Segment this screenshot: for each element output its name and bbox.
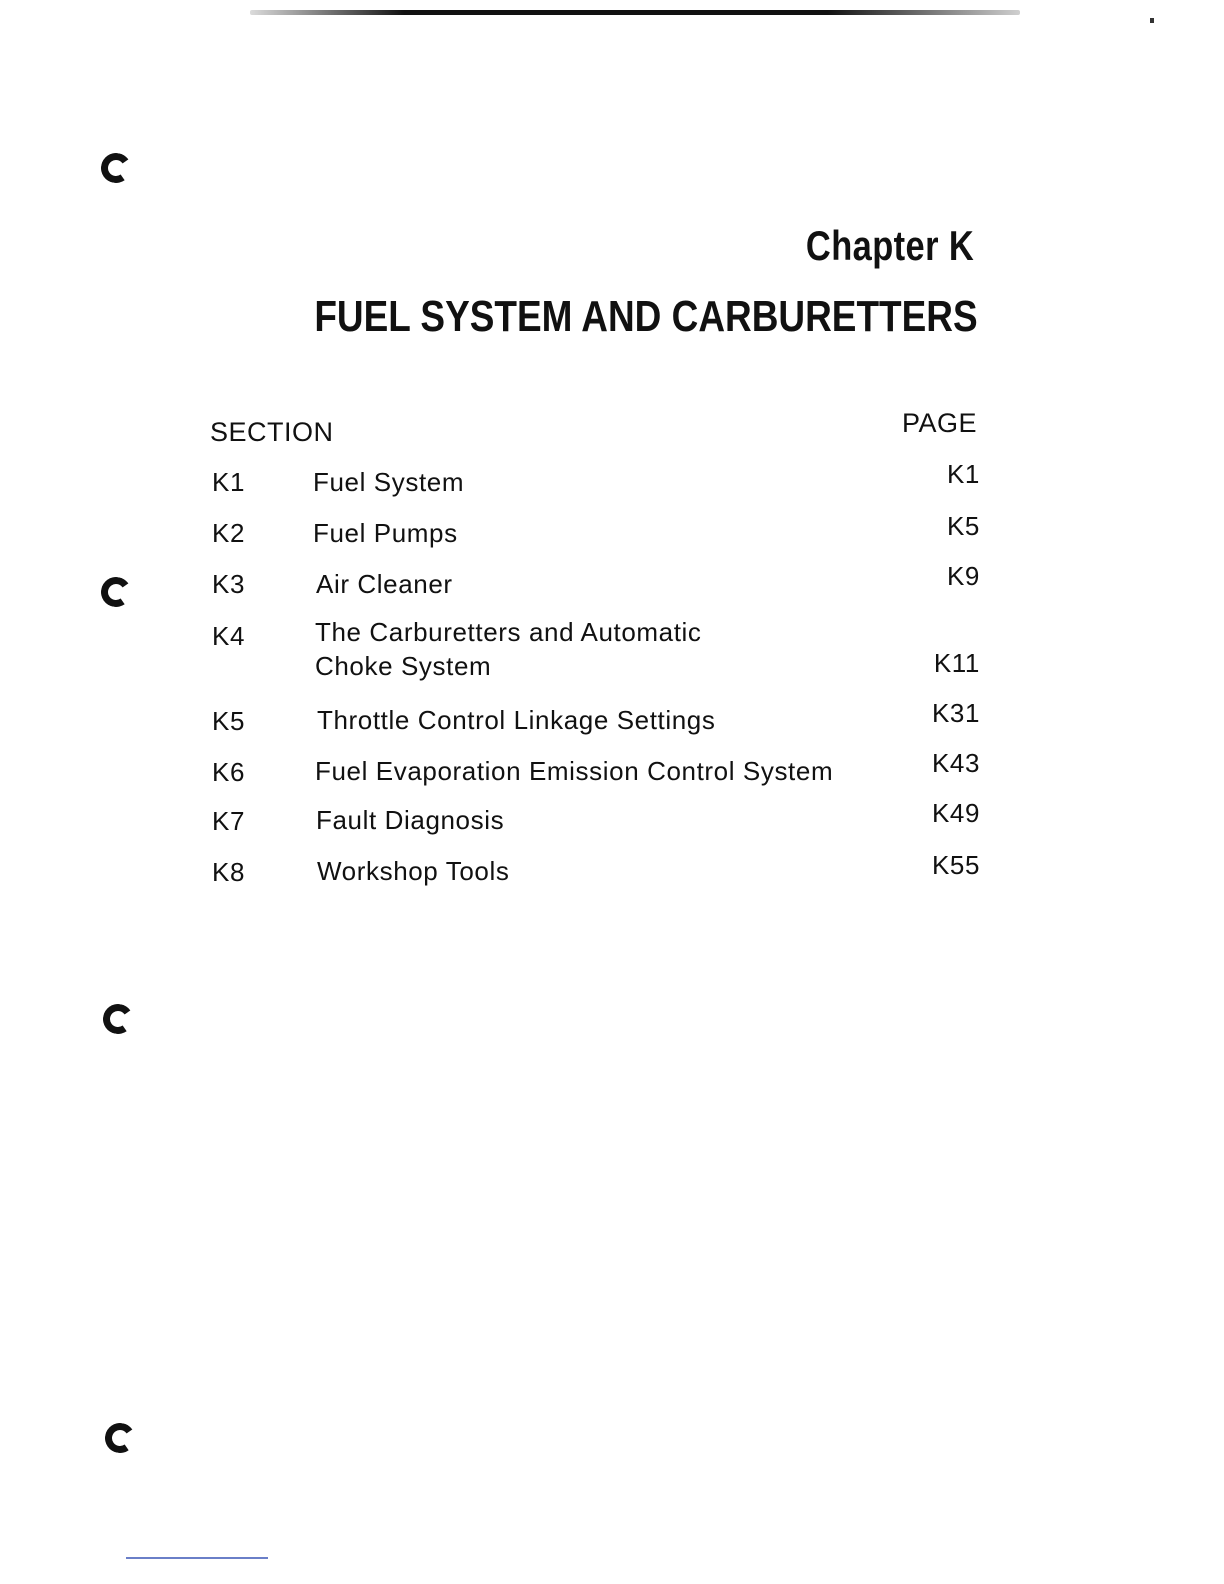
- binder-hole-mark-1: [99, 151, 134, 186]
- binder-hole-mark-2: [99, 575, 134, 610]
- section-title: Fuel Pumps: [313, 518, 458, 548]
- section-title: Throttle Control Linkage Settings: [317, 705, 716, 735]
- scan-top-rule: [250, 10, 1020, 15]
- section-code: K5: [212, 706, 246, 736]
- section-page: K31: [931, 698, 980, 728]
- section-code: K4: [212, 621, 246, 651]
- page-column-header: PAGE: [901, 408, 977, 438]
- section-code: K2: [212, 518, 246, 548]
- scan-bottom-rule: [126, 1557, 268, 1559]
- section-page: K1: [946, 459, 980, 489]
- section-code: K8: [212, 857, 246, 887]
- section-code: K1: [212, 467, 246, 497]
- section-title: [315, 615, 702, 683]
- section-code: K7: [212, 806, 246, 836]
- section-title: Fuel System: [313, 467, 465, 497]
- section-title: Fault Diagnosis: [316, 805, 505, 835]
- section-page: K11: [933, 648, 980, 678]
- section-title-line-1: The Carburetters and Automatic: [315, 617, 702, 647]
- section-page: K5: [946, 511, 980, 541]
- chapter-title: FUEL SYSTEM AND CARBURETTERS: [314, 292, 978, 341]
- section-title: Workshop Tools: [317, 856, 510, 886]
- section-page: K9: [946, 561, 980, 591]
- section-column-header: SECTION: [210, 417, 334, 447]
- section-title-line-2: Choke System: [315, 651, 492, 681]
- section-title: Air Cleaner: [316, 569, 453, 599]
- section-page: K49: [931, 798, 980, 828]
- scan-corner-mark: [1150, 18, 1154, 23]
- chapter-label: Chapter K: [805, 222, 974, 269]
- binder-hole-mark-4: [103, 1421, 138, 1456]
- section-code: K3: [212, 569, 246, 599]
- section-page: K55: [931, 850, 980, 880]
- section-page: K43: [931, 748, 980, 778]
- section-title: Fuel Evaporation Emission Control System: [315, 756, 834, 786]
- binder-hole-mark-3: [101, 1002, 136, 1037]
- section-code: K6: [212, 757, 246, 787]
